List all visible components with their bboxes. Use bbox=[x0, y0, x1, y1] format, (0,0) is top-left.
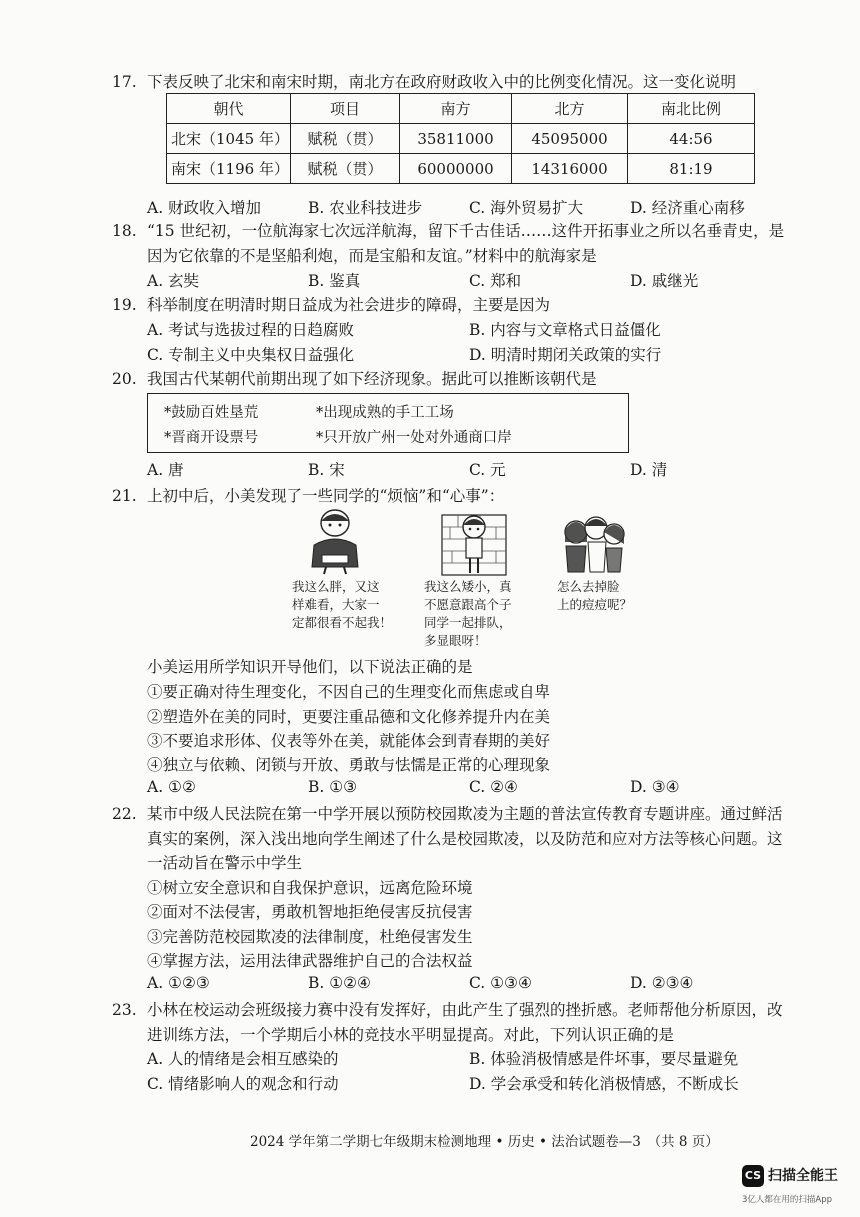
cartoon-caption-2 bbox=[424, 578, 512, 650]
box-item: *晋商开设票号 bbox=[164, 430, 259, 446]
box-item: *出现成熟的手工工场 bbox=[316, 405, 454, 421]
caption-line: 样难看，大家一 bbox=[292, 597, 380, 612]
caption-line: 怎么去掉脸 bbox=[557, 579, 620, 594]
option-d: D. ③④ bbox=[630, 778, 680, 796]
watermark-tagline: 3亿人都在用的扫描App bbox=[742, 1195, 833, 1205]
caption-line: 多显眼呀！ bbox=[424, 633, 487, 648]
table-cell: 60000000 bbox=[400, 154, 512, 184]
option-c: C. 情绪影响人的观念和行动 bbox=[147, 1075, 339, 1093]
option-b: B. 体验消极情感是件坏事，要尽量避免 bbox=[469, 1050, 739, 1068]
option-b: B. ①②④ bbox=[308, 974, 371, 992]
page-footer: 2024 学年第二学期七年级期末检测地理 • 历史 • 法治试题卷—3 （共 8 页） bbox=[250, 1134, 719, 1150]
tax-table bbox=[166, 93, 755, 184]
question-stem-line: 一活动旨在警示中学生 bbox=[147, 854, 303, 872]
option-c: C. 海外贸易扩大 bbox=[469, 199, 584, 217]
question-number: 22. bbox=[112, 805, 137, 823]
option-c: C. 专制主义中央集权日益强化 bbox=[147, 346, 355, 364]
question-number: 19. bbox=[112, 296, 137, 314]
table-header-cell: 朝代 bbox=[167, 94, 291, 124]
table-cell: 45095000 bbox=[512, 124, 628, 154]
table-header-row bbox=[167, 94, 755, 124]
acne-girls-illustration bbox=[560, 512, 630, 574]
statement-3: ③不要追求形体、仪表等外在美，就能体会到青春期的美好 bbox=[147, 732, 551, 750]
option-c: C. ①③④ bbox=[469, 974, 532, 992]
question-stem: 上初中后，小美发现了一些同学的“烦恼”和“心事”： bbox=[147, 487, 505, 505]
statement-1: ①树立安全意识和自我保护意识，远离危险环境 bbox=[147, 879, 473, 897]
option-b: B. ①③ bbox=[308, 778, 358, 796]
question-stem-line: 因为它依靠的不是坚船利炮，而是宝船和友谊。”材料中的航海家是 bbox=[147, 247, 597, 265]
question-stem-line: “15 世纪初，一位航海家七次远洋航海，留下千古佳话……这件开拓事业之所以名垂青史，是 bbox=[147, 222, 785, 240]
cartoon-caption-1 bbox=[292, 578, 392, 632]
table-row bbox=[167, 124, 755, 154]
option-d: D. 戚继光 bbox=[630, 272, 699, 290]
table-cell: 南宋（1196 年） bbox=[167, 154, 291, 184]
option-d: D. 学会承受和转化消极情感，不断成长 bbox=[469, 1075, 739, 1093]
table-cell: 14316000 bbox=[512, 154, 628, 184]
caption-line: 我这么矮小，真 bbox=[424, 579, 512, 594]
question-stem-line: 真实的案例，深入浅出地向学生阐述了什么是校园欺凌，以及防范和应对方法等核心问题。这 bbox=[147, 830, 783, 848]
question-stem-line: 小林在校运动会班级接力赛中没有发挥好，由此产生了强烈的挫折感。老师帮他分析原因，改 bbox=[147, 1001, 783, 1019]
option-b: B. 内容与文章格式日益僵化 bbox=[469, 321, 661, 339]
statement-2: ②塑造外在美的同时，更要注重品德和文化修养提升内在美 bbox=[147, 708, 551, 726]
option-a: A. 考试与选拔过程的日趋腐败 bbox=[147, 321, 355, 339]
question-stem: 科举制度在明清时期日益成为社会进步的障碍，主要是因为 bbox=[147, 296, 551, 314]
table-cell: 赋税（贯） bbox=[291, 124, 400, 154]
option-b: B. 鉴真 bbox=[308, 272, 361, 290]
question-number: 18. bbox=[112, 222, 137, 240]
box-item: *鼓励百姓垦荒 bbox=[164, 405, 259, 421]
option-d: D. 明清时期闭关政策的实行 bbox=[469, 346, 662, 364]
option-c: C. 郑和 bbox=[469, 272, 522, 290]
table-cell: 35811000 bbox=[400, 124, 512, 154]
option-a: A. ①② bbox=[147, 778, 196, 796]
option-a: A. 人的情绪是会相互感染的 bbox=[147, 1050, 339, 1068]
option-a: A. ①②③ bbox=[147, 974, 210, 992]
table-header-cell: 北方 bbox=[512, 94, 628, 124]
statement-2: ②面对不法侵害，勇敢机智地拒绝侵害反抗侵害 bbox=[147, 903, 473, 921]
table-header-cell: 南方 bbox=[400, 94, 512, 124]
option-a: A. 财政收入增加 bbox=[147, 199, 262, 217]
table-cell: 赋税（贯） bbox=[291, 154, 400, 184]
cartoon-caption-3 bbox=[557, 578, 632, 614]
question-number: 20. bbox=[112, 370, 137, 388]
statement-4: ④独立与依赖、闭锁与开放、勇敢与怯懦是正常的心理现象 bbox=[147, 756, 551, 774]
question-prompt: 小美运用所学知识开导他们，以下说法正确的是 bbox=[147, 658, 473, 676]
question-number: 17. bbox=[112, 73, 137, 91]
caption-line: 定都很看不起我！ bbox=[292, 615, 393, 630]
watermark-name: 扫描全能王 bbox=[768, 1168, 838, 1184]
camscanner-logo-icon: CS bbox=[742, 1165, 764, 1187]
option-d: D. 清 bbox=[630, 461, 668, 479]
question-stem: 我国古代某朝代前期出现了如下经济现象。据此可以推断该朝代是 bbox=[147, 370, 597, 388]
caption-line: 我这么胖，又这 bbox=[292, 579, 380, 594]
table-header-cell: 项目 bbox=[291, 94, 400, 124]
option-b: B. 农业科技进步 bbox=[308, 199, 423, 217]
option-a: A. 玄奘 bbox=[147, 272, 200, 290]
question-number: 23. bbox=[112, 1001, 137, 1019]
option-d: D. ②③④ bbox=[630, 974, 694, 992]
question-stem-line: 进训练方法，一个学期后小林的竞技水平明显提高。对此，下列认识正确的是 bbox=[147, 1026, 675, 1044]
box-item: *只开放广州一处对外通商口岸 bbox=[316, 430, 512, 446]
option-c: C. 元 bbox=[469, 461, 506, 479]
economic-phenomena-box bbox=[147, 393, 629, 453]
worried-girl-illustration bbox=[300, 505, 370, 575]
option-b: B. 宋 bbox=[308, 461, 345, 479]
short-boy-illustration bbox=[440, 505, 510, 577]
question-stem: 下表反映了北宋和南宋时期，南北方在政府财政收入中的比例变化情况。这一变化说明 bbox=[147, 73, 737, 91]
option-d: D. 经济重心南移 bbox=[630, 199, 745, 217]
table-cell: 81:19 bbox=[628, 154, 755, 184]
option-a: A. 唐 bbox=[147, 461, 184, 479]
option-c: C. ②④ bbox=[469, 778, 518, 796]
caption-line: 上的痘痘呢？ bbox=[557, 597, 633, 612]
statement-4: ④掌握方法，运用法律武器维护自己的合法权益 bbox=[147, 952, 473, 970]
table-header-cell: 南北比例 bbox=[628, 94, 755, 124]
question-number: 21. bbox=[112, 487, 137, 505]
statement-3: ③完善防范校园欺凌的法律制度，杜绝侵害发生 bbox=[147, 928, 473, 946]
caption-line: 同学一起排队， bbox=[424, 615, 512, 630]
question-stem-line: 某市中级人民法院在第一中学开展以预防校园欺凌为主题的普法宣传教育专题讲座。通过鲜活 bbox=[147, 805, 783, 823]
caption-line: 不愿意跟高个子 bbox=[424, 597, 512, 612]
table-cell: 北宋（1045 年） bbox=[167, 124, 291, 154]
table-cell: 44:56 bbox=[628, 124, 755, 154]
statement-1: ①要正确对待生理变化，不因自己的生理变化而焦虑或自卑 bbox=[147, 683, 551, 701]
table-row bbox=[167, 154, 755, 184]
